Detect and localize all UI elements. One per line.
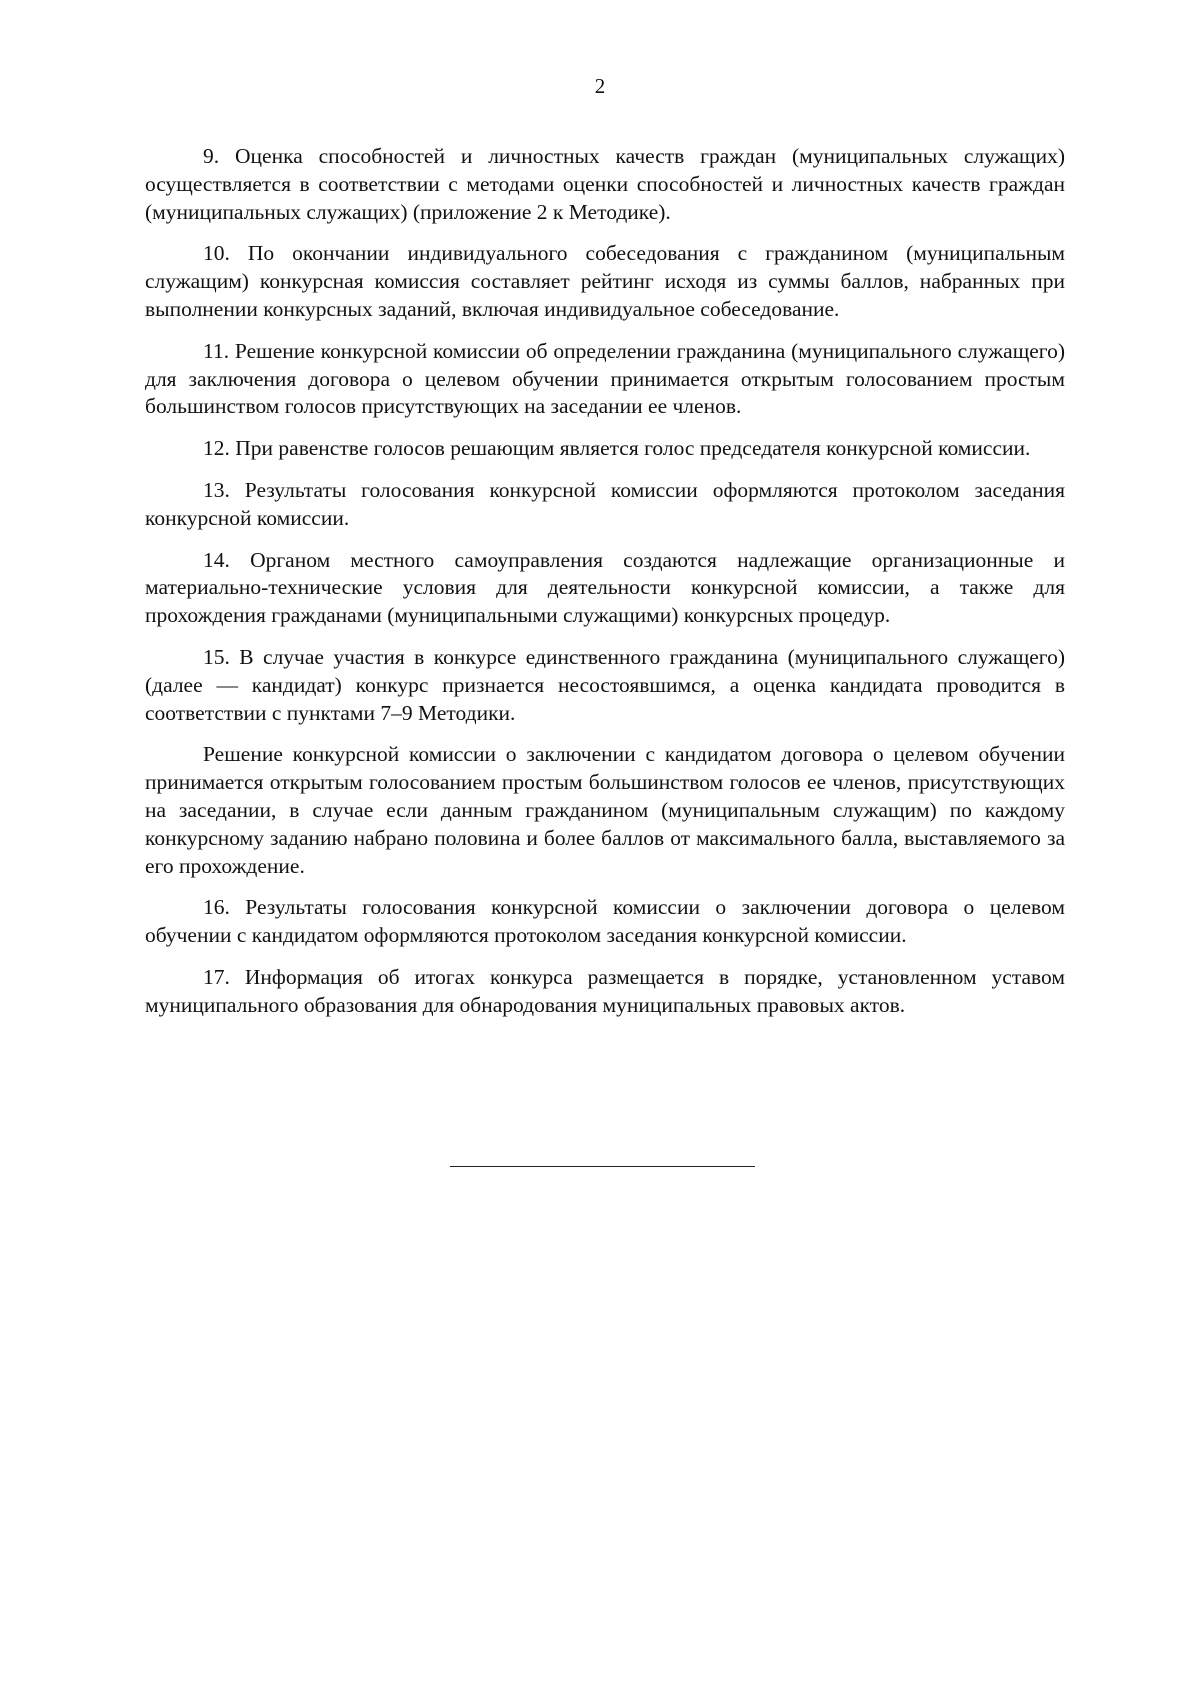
page-number: 2 bbox=[594, 74, 606, 98]
document-body bbox=[145, 143, 1065, 1034]
paragraph-item-13: 13. Результаты голосования конкурсной комиссии оформляются протоколом заседания конкурсной комиссии. bbox=[145, 477, 1065, 530]
paragraph-item-15-continuation: Решение конкурсной комиссии о заключении с кандидатом договора о целевом обучении принимается открытым голосованием простым большинством голосов ее членов, присутствующих на заседании, в случае если данным гражданином (муниципальным служащим) по каждому конкурсному заданию набрано половина и более баллов от максимального балла, выставляемого за его прохождение. bbox=[145, 742, 1065, 878]
paragraph-item-16: 16. Результаты голосования конкурсной комиссии о заключении договора о целевом обучении с кандидатом оформляются протоколом заседания конкурсной комиссии. bbox=[145, 895, 1065, 948]
end-of-document-rule bbox=[450, 1166, 755, 1167]
paragraph-item-15: 15. В случае участия в конкурсе единственного гражданина (муниципального служащего) (далее — кандидат) конкурс признается несостоявшимся, а оценка кандидата проводится в соответствии с пунктами 7–9 Методики. bbox=[145, 644, 1065, 725]
paragraph-item-17: 17. Информация об итогах конкурса размещается в порядке, установленном уставом муниципального образования для обнародования муниципальных правовых актов. bbox=[145, 964, 1065, 1017]
paragraph-item-9: 9. Оценка способностей и личностных качеств граждан (муниципальных служащих) осуществляется в соответствии с методами оценки способностей и личностных качеств граждан (муниципальных служащих) (приложение 2 к Методике). bbox=[145, 144, 1065, 224]
paragraph-item-12: 12. При равенстве голосов решающим является голос председателя конкурсной комиссии. bbox=[203, 436, 1031, 461]
paragraph-item-11: 11. Решение конкурсной комиссии об определении гражданина (муниципального служащего) для заключения договора о целевом обучении принимается открытым голосованием простым большинством голосов присутствующих на заседании ее членов. bbox=[145, 338, 1065, 419]
paragraph-item-10: 10. По окончании индивидуального собеседования с гражданином (муниципальным служащим) конкурсная комиссия составляет рейтинг исходя из суммы баллов, набранных при выполнении конкурсных заданий, включая индивидуальное собеседование. bbox=[145, 241, 1065, 321]
paragraph-item-14: 14. Органом местного самоуправления создаются надлежащие организационные и материально-технические условия для деятельности конкурсной комиссии, а также для прохождения гражданами (муниципальными служащими) конкурсных процедур. bbox=[145, 547, 1065, 628]
